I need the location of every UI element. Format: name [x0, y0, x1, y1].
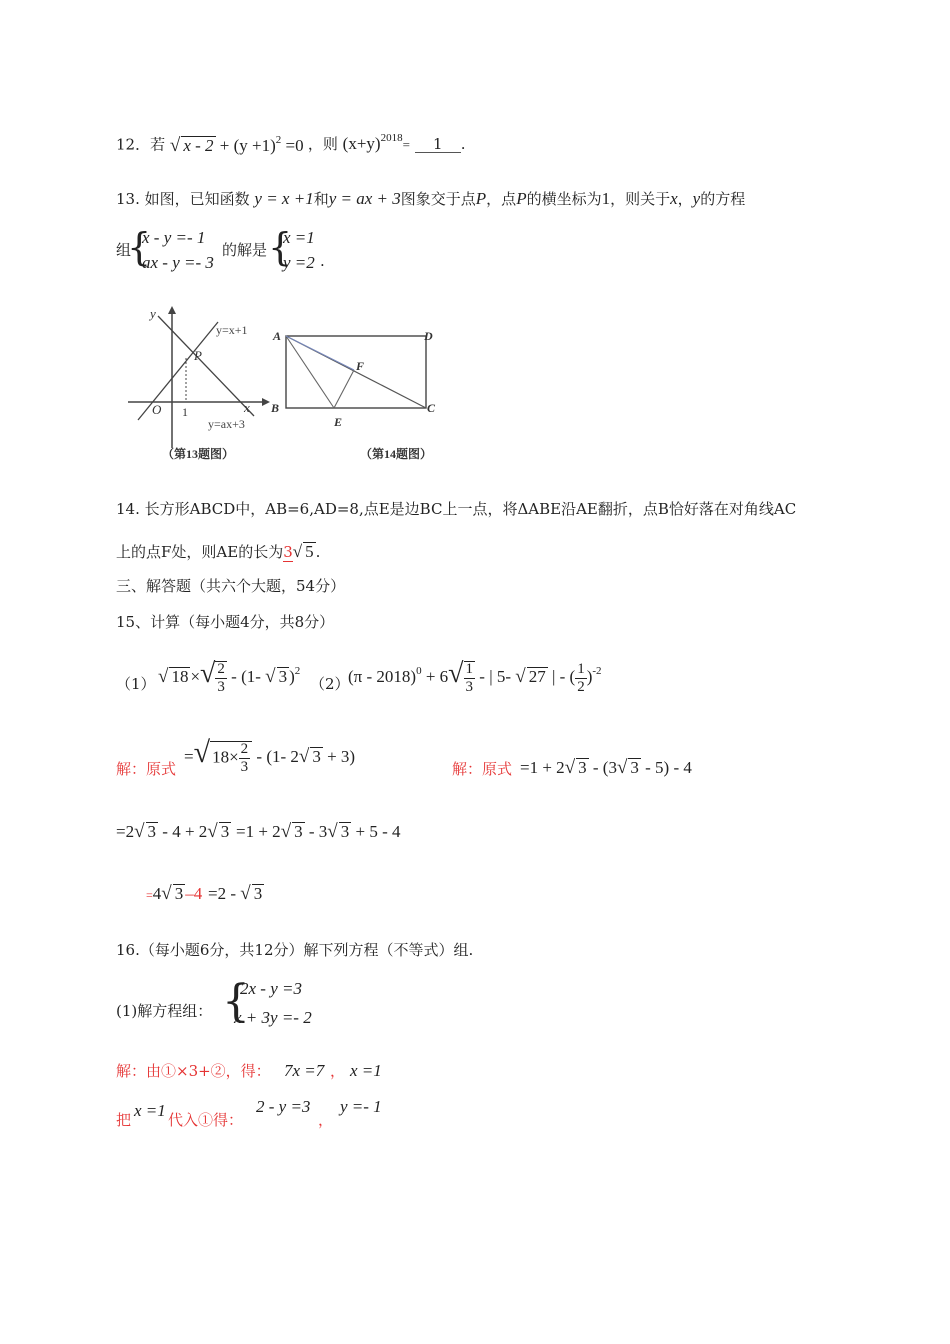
- q12-answer: 1: [415, 137, 461, 153]
- question-15-title: 15、计算（每小题4分，共8分）: [116, 613, 335, 631]
- fig14-label-a: A: [273, 329, 282, 343]
- fig13-origin: O: [152, 402, 162, 417]
- figure-14: [268, 320, 448, 460]
- fig13-caption: （第13题图）: [162, 447, 235, 460]
- fig14-caption: （第14题图）: [360, 447, 433, 460]
- fig13-line2-label: y=ax+3: [208, 417, 245, 431]
- q12-number: 12．若: [116, 135, 166, 154]
- q12-xy: $(x+y)^{2018}=$: [342, 132, 410, 153]
- question-14-line2: 上的点F处，则AE的长为3√ 5 .: [116, 542, 321, 561]
- q16-solution-step2-x: x =1: [134, 1101, 166, 1120]
- question-13-line1: 13. 如图，已知函数 y = x +1和y = ax + 3图象交于点P，点P的横坐标为1，则关于x，y的方程: [116, 189, 746, 208]
- question-16-title: 16.（每小题6分，共12分）解下列方程（不等式）组.: [116, 941, 474, 959]
- q15-part1-expression: √ 18 ×√ $\frac{2}{3}$ - (1- √ 3 )$^2$: [158, 658, 301, 696]
- q16-solution-step2-result: y =- 1: [340, 1097, 382, 1116]
- question-14-line1: 14. 长方形ABCD中，AB=6,AD=8,点E是边BC上一点，将ΔABE沿AE翻折，点B恰好落在对角线AC: [116, 500, 797, 518]
- q16-solution-step1-result: x =1: [350, 1061, 382, 1080]
- q13-f1: y = x +1: [254, 189, 314, 208]
- question-12: 12．若 √ $x - 2 + (y +1)^2 =0$ ，则 $(x+y)^{2018}= 1$ .: [116, 132, 466, 156]
- q16-equation-1: 2x - y =3: [240, 979, 302, 998]
- q16-part1-label: (1)解方程组：: [116, 1002, 213, 1020]
- q15-solution2-step2: =1 + 2√ 3 - 3√ 3 + 5 - 4: [236, 821, 401, 842]
- fig13-line1-label: y=x+1: [216, 323, 248, 337]
- fig13-x-axis-label: x: [244, 400, 250, 415]
- fig13-point-p: P: [194, 348, 202, 363]
- q16-solution-step2-label: 代入①得：: [168, 1111, 244, 1129]
- q13-system-eq1: x - y =- 1: [142, 228, 206, 247]
- q15-solution1-step2: =2√ 3 - 4 + 2√ 3: [116, 821, 230, 842]
- q13-system-brace: {: [127, 225, 152, 269]
- q16-solution-step1-label: 解：由①×3+②，得：: [116, 1062, 271, 1080]
- q15-solution1-step1: =√ 18× $\frac{2}{3}$ - (1- 2√ 3 + 3): [184, 736, 356, 775]
- q15-solution1-result: =4√ 3 –4: [146, 883, 203, 904]
- q14-answer-radicand: 5: [305, 542, 314, 561]
- section-3-heading: 三、解答题（共六个大题，54分）: [116, 577, 346, 595]
- q12-expression: √ $x - 2 + (y +1)^2 =0$: [169, 133, 304, 156]
- q13-f2: y = ax + 3: [328, 189, 401, 208]
- fig14-label-c: C: [427, 401, 436, 415]
- q13-zu: 组: [116, 241, 132, 259]
- q15-solution2-step1: =1 + 2√ 3 - (3√ 3 - 5) - 4: [520, 757, 692, 778]
- q13-solution-y: y =2: [283, 253, 315, 272]
- fig13-y-axis-label: y: [150, 306, 156, 321]
- q16-system-brace: {: [222, 976, 250, 1027]
- fig14-label-e: E: [334, 415, 343, 429]
- q16-solution-step1-eq: 7x =7: [284, 1061, 325, 1080]
- q16-solution-step2-eq: 2 - y =3: [256, 1097, 311, 1116]
- q15-part2-label: （2）: [310, 675, 350, 693]
- q16-solution-step2-ba: 把: [116, 1111, 132, 1129]
- q14-answer-coefficient: 3: [283, 543, 293, 561]
- q13-solution-brace: {: [268, 225, 293, 269]
- q15-part2-expression: (π - 2018)$^0$ + 6√ $\frac{1}{3}$ - | 5- √ 27 | - ( $\frac{1}{2}$ )$^{-2}$: [348, 658, 602, 696]
- fig13-tick-1: 1: [182, 405, 188, 419]
- q12-then: ，则: [307, 135, 338, 153]
- q15-solution-label-1: 解：原式: [116, 760, 177, 778]
- q16-equation-2: x + 3y =- 2: [234, 1008, 312, 1027]
- fig14-label-d: D: [424, 329, 433, 343]
- q15-solution-label-2: 解：原式: [452, 760, 513, 778]
- q15-solution2-result: =2 - √ 3: [208, 883, 263, 904]
- fig14-label-f: F: [356, 359, 365, 373]
- q15-part1-label: （1）: [116, 675, 156, 693]
- fig14-label-b: B: [271, 401, 280, 415]
- figure-13: [120, 300, 270, 460]
- q13-solution-x: x =1: [283, 228, 315, 247]
- q13-solution-text: 的解是: [222, 241, 268, 259]
- q13-system-eq2: ax - y =- 3: [142, 253, 214, 272]
